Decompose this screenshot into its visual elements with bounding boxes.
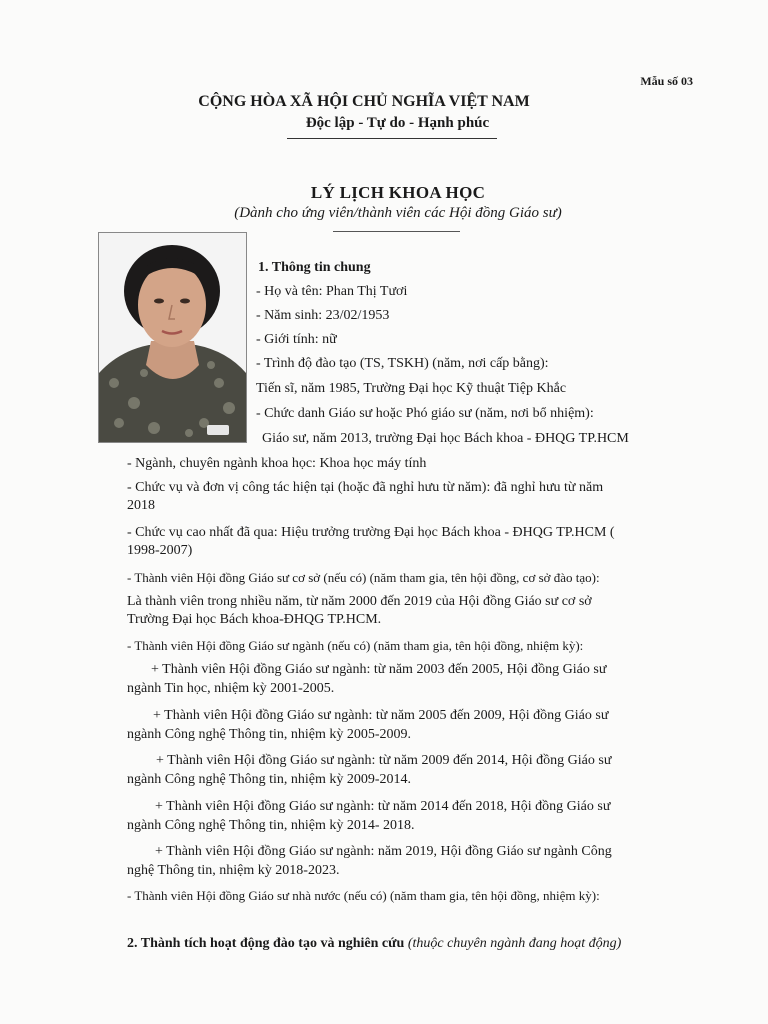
field-council-item-line1: + Thành viên Hội đồng Giáo sư ngành: từ năm 2014 đến 2018, Hội đồng Giáo sư <box>155 799 611 814</box>
document-subtitle: (Dành cho ứng viên/thành viên các Hội đồng Giáo sư) <box>234 205 562 221</box>
base-council-line2: Trường Đại học Bách khoa-ĐHQG TP.HCM. <box>127 612 382 627</box>
academic-title-label: - Chức danh Giáo sư hoặc Phó giáo sư (năm, nơi bổ nhiệm): <box>256 406 594 421</box>
form-number: Mẫu số 03 <box>640 74 693 88</box>
field-council-item-line1: + Thành viên Hội đồng Giáo sư ngành: từ năm 2005 đến 2009, Hội đồng Giáo sư <box>153 708 609 723</box>
section2-heading <box>127 935 621 953</box>
full-name: - Họ và tên: Phan Thị Tươi <box>256 284 408 299</box>
birth-date: - Năm sinh: 23/02/1953 <box>256 308 390 323</box>
portrait-image <box>99 233 246 442</box>
highest-position-line1: - Chức vụ cao nhất đã qua: Hiệu trưởng trường Đại học Bách khoa - ĐHQG TP.HCM ( <box>127 525 615 540</box>
current-position-line2: 2018 <box>127 498 155 513</box>
field-council-item-line2: ngành Công nghệ Thông tin, nhiệm kỳ 2014- 2018. <box>127 818 415 833</box>
nation-title: CỘNG HÒA XÃ HỘI CHỦ NGHĨA VIỆT NAM <box>198 93 530 110</box>
highest-position-line2: 1998-2007) <box>127 543 193 558</box>
title-underline <box>333 231 460 232</box>
motto-underline <box>287 138 497 139</box>
portrait-photo <box>98 232 247 443</box>
academic-title-value: Giáo sư, năm 2013, trường Đại học Bách khoa - ĐHQG TP.HCM <box>262 431 629 446</box>
field-council-label: - Thành viên Hội đồng Giáo sư ngành (nếu có) (năm tham gia, tên hội đồng, nhiệm kỳ): <box>127 638 584 653</box>
field-council-item-line2: ngành Công nghệ Thông tin, nhiệm kỳ 2009-2014. <box>127 772 411 787</box>
education-label: - Trình độ đào tạo (TS, TSKH) (năm, nơi cấp bằng): <box>256 356 549 371</box>
current-position-line1: - Chức vụ và đơn vị công tác hiện tại (hoặc đã nghỉ hưu từ năm): đã nghỉ hưu từ năm <box>127 480 604 495</box>
field-council-item-line1: + Thành viên Hội đồng Giáo sư ngành: năm 2019, Hội đồng Giáo sư ngành Công <box>155 844 612 859</box>
field-council-item-line1: + Thành viên Hội đồng Giáo sư ngành: từ năm 2009 đến 2014, Hội đồng Giáo sư <box>156 753 612 768</box>
field-council-item-line1: + Thành viên Hội đồng Giáo sư ngành: từ năm 2003 đến 2005, Hội đồng Giáo sư <box>151 662 607 677</box>
section1-heading: 1. Thông tin chung <box>258 260 371 275</box>
field-council-item-line2: nghệ Thông tin, nhiệm kỳ 2018-2023. <box>127 863 340 878</box>
document-title: LÝ LỊCH KHOA HỌC <box>310 183 486 202</box>
field-council-item-line2: ngành Tin học, nhiệm kỳ 2001-2005. <box>127 681 335 696</box>
research-field: - Ngành, chuyên ngành khoa học: Khoa học máy tính <box>127 456 427 471</box>
field-council-item-line2: ngành Công nghệ Thông tin, nhiệm kỳ 2005-2009. <box>127 727 411 742</box>
section2-heading-note: (thuộc chuyên ngành đang hoạt động) <box>407 936 622 951</box>
section2-heading-text: 2. Thành tích hoạt động đào tạo và nghiên cứu <box>127 936 405 951</box>
state-council-label: - Thành viên Hội đồng Giáo sư nhà nước (nếu có) (năm tham gia, tên hội đồng, nhiệm kỳ): <box>127 888 600 903</box>
gender: - Giới tính: nữ <box>256 332 337 347</box>
base-council-label: - Thành viên Hội đồng Giáo sư cơ sở (nếu có) (năm tham gia, tên hội đồng, cơ sở đào tạo): <box>127 570 600 585</box>
base-council-line1: Là thành viên trong nhiều năm, từ năm 2000 đến 2019 của Hội đồng Giáo sư cơ sở <box>127 594 592 609</box>
motto: Độc lập - Tự do - Hạnh phúc <box>305 115 490 131</box>
education-value: Tiến sĩ, năm 1985, Trường Đại học Kỹ thuật Tiệp Khắc <box>256 381 567 396</box>
